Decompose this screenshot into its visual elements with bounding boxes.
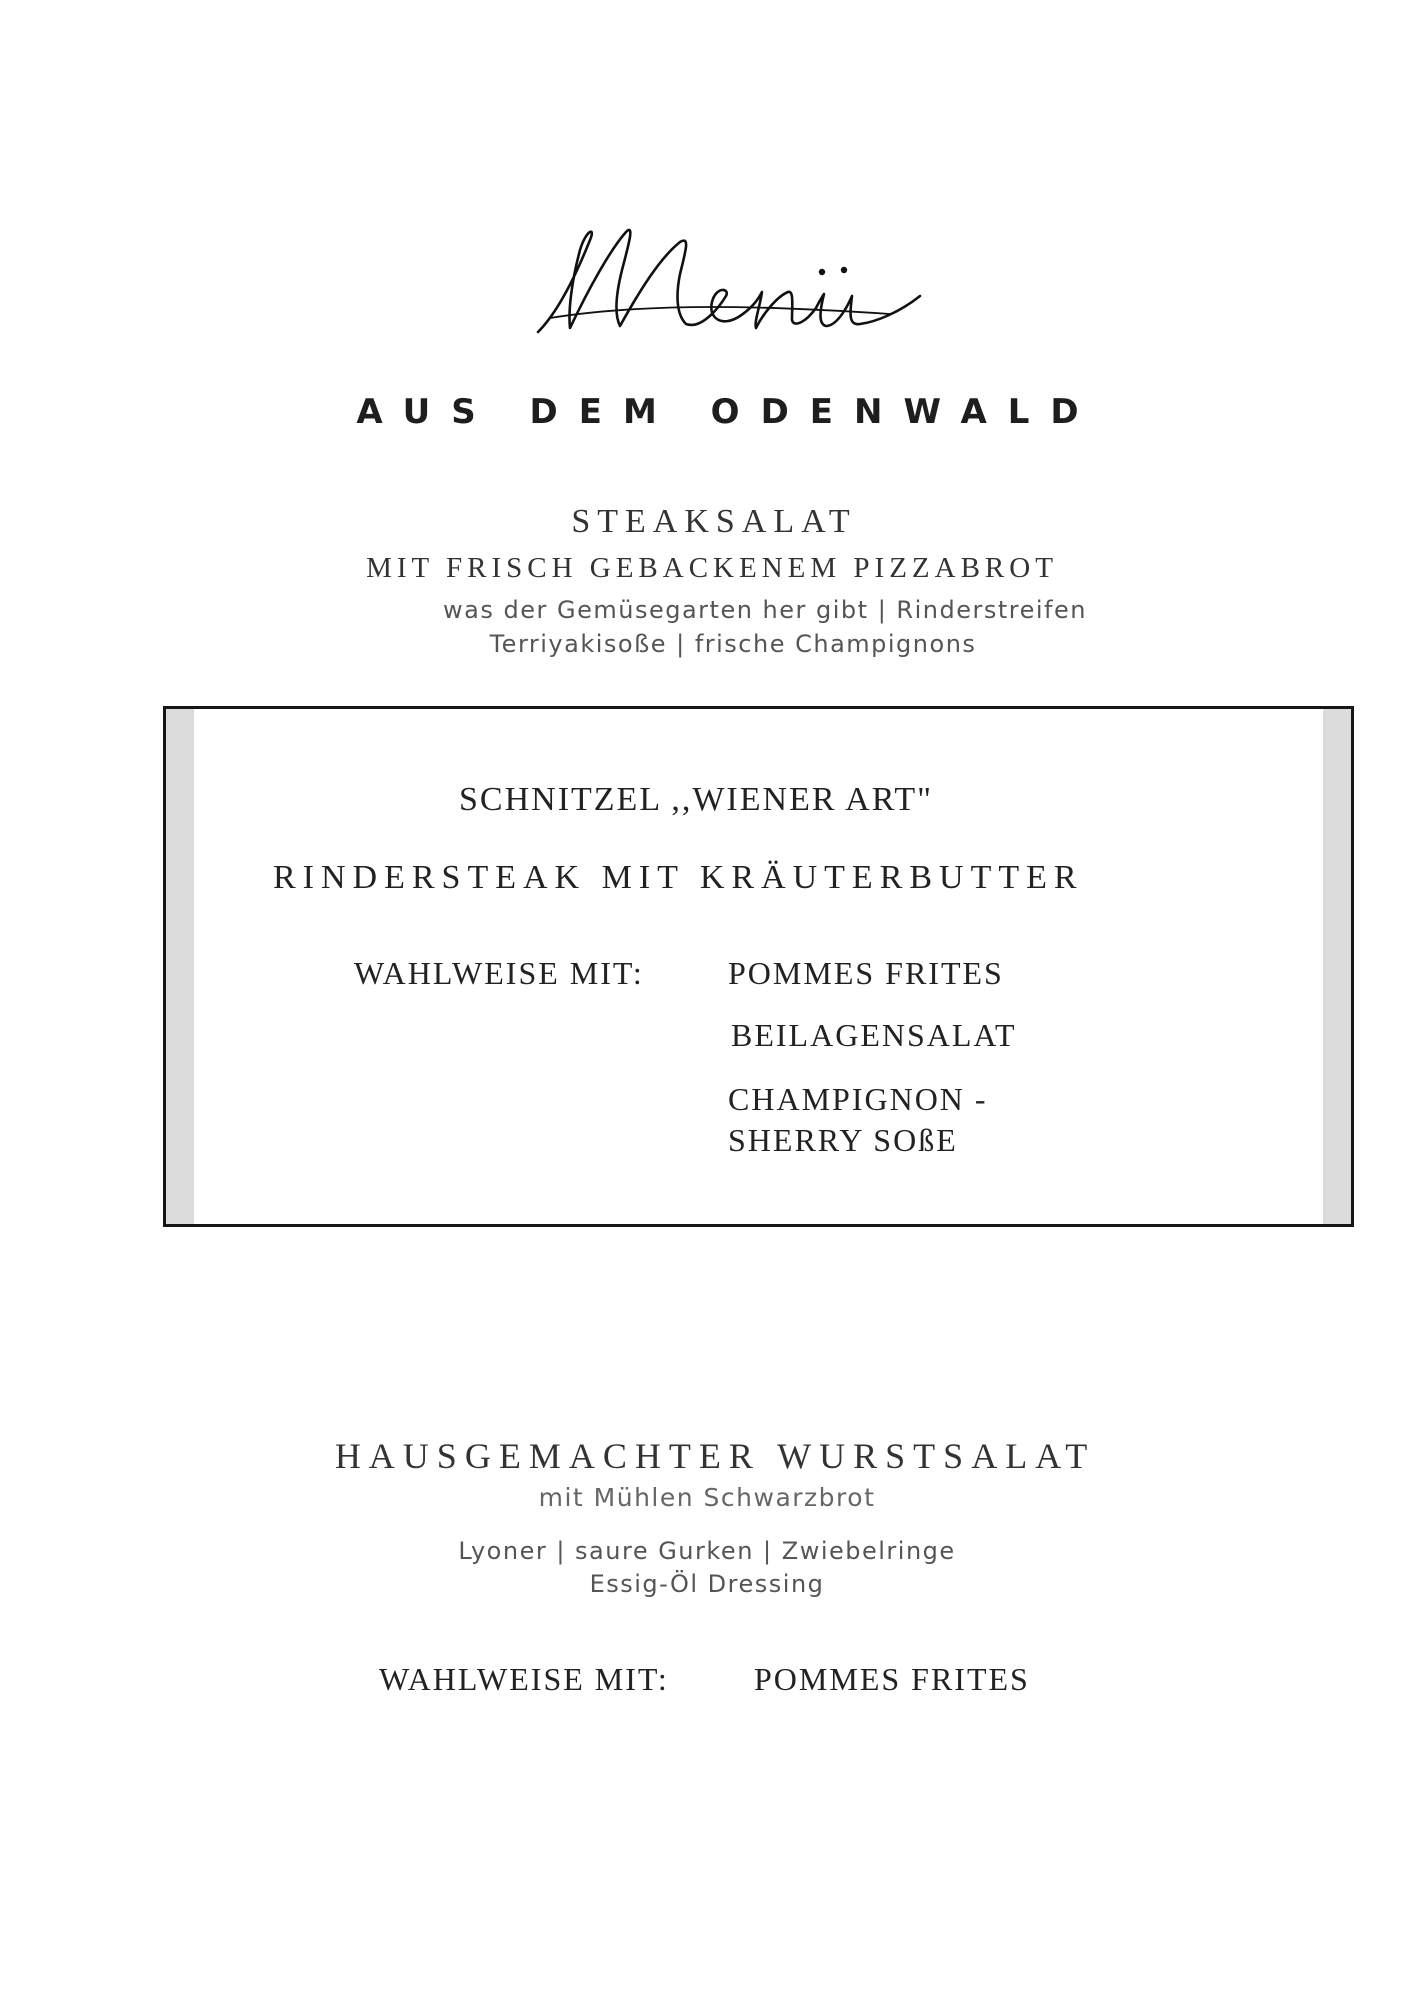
wurstsalat-subtitle: mit Mühlen Schwarzbrot (538, 1483, 876, 1512)
option-beilagensalat: BEILAGENSALAT (731, 1017, 1017, 1053)
wurstsalat-description-line2: Essig-Öl Dressing (589, 1570, 825, 1598)
box-right-bar (1323, 709, 1351, 1224)
page-subtitle: AUS DEM ODENWALD (356, 392, 1100, 432)
menu-script-logo (530, 210, 930, 370)
option-champignon-line1: CHAMPIGNON - (728, 1081, 988, 1117)
steaksalat-description-line2: Terriyakisoße | frische Champignons (489, 630, 977, 658)
steaksalat-subtitle: MIT FRISCH GEBACKENEM PIZZABROT (366, 552, 1058, 584)
option-champignon-line2: SHERRY SOßE (728, 1122, 958, 1158)
option-champignon-sherry (728, 1079, 988, 1161)
wurstsalat-option-pommes-frites: POMMES FRITES (754, 1661, 1030, 1697)
steaksalat-description-line1: was der Gemüsegarten her gibt | Rinderstreifen (443, 596, 1087, 624)
rindersteak-item: RINDERSTEAK MIT KRÄUTERBUTTER (273, 859, 1084, 896)
wurstsalat-title: HAUSGEMACHTER WURSTSALAT (334, 1436, 1096, 1476)
wurstsalat-choice-label: WAHLWEISE MIT: (379, 1661, 669, 1697)
schnitzel-item: SCHNITZEL ,,WIENER ART" (459, 781, 933, 818)
box-left-bar (166, 709, 194, 1224)
menu-script-title (530, 210, 930, 370)
main-dishes-box (163, 706, 1354, 1227)
wurstsalat-description-line1: Lyoner | saure Gurken | Zwiebelringe (458, 1537, 956, 1565)
choice-label: WAHLWEISE MIT: (354, 955, 644, 991)
option-pommes-frites: POMMES FRITES (728, 955, 1004, 991)
steaksalat-title: STEAKSALAT (571, 503, 857, 540)
